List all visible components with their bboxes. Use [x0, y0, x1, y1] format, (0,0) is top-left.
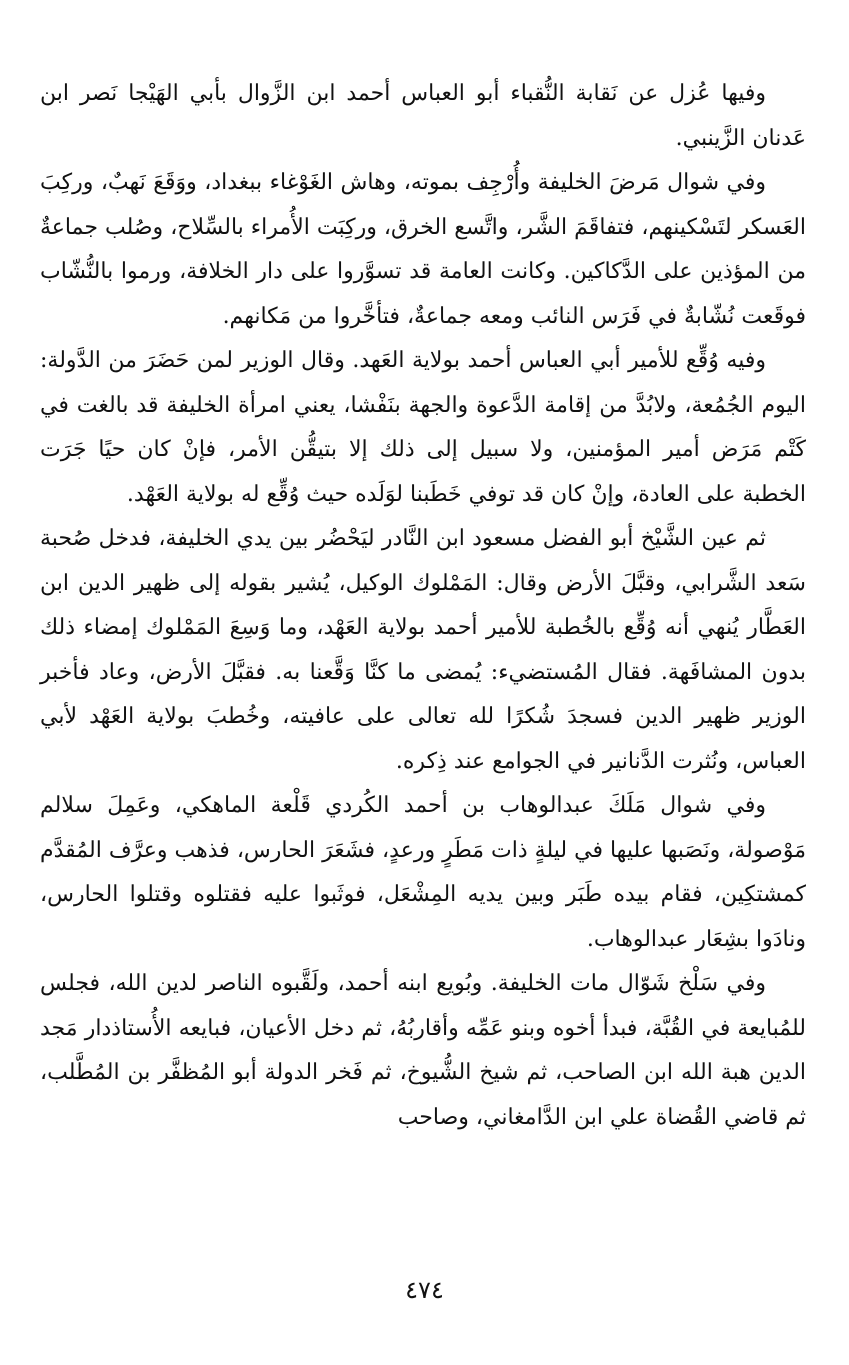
- page-number: ٤٧٤: [405, 1276, 444, 1304]
- paragraph: وفيه وُقِّع للأمير أبي العباس أحمد بولاية العَهد. وقال الوزير لمن حَضَرَ من الدَّولة: اليوم الجُمُعة، ولابُدَّ من إقامة الدَّعوة والجهة بنَفْشا، يعني امرأة الخليفة قد بالغت في كَتْم مَرَض أمير المؤمنين، ولا سبيل إلى ذلك إلا بتيقُّن الأمر، فإنْ كان حيًا جَرَت الخطبة على العادة، وإنْ كان قد توفي خَطَبنا لوَلَده حيث وُقِّع له بولاية العَهْد.: [40, 348, 806, 507]
- paragraph: ثم عين الشَّيْخ أبو الفضل مسعود ابن النَّادر ليَحْضُر بين يدي الخليفة، فدخل صُحبة سَعد الشَّرابي، وقبَّلَ الأرض وقال: المَمْلوك الوكيل، يُشير بقوله إلى ظهير الدين ابن العَطَّار يُنهي أنه وُقِّع بالخُطبة للأمير أحمد بولاية العَهْد، وما وَسِعَ المَمْلوك إمضاء ذلك بدون المشافَهة. فقال المُستضيء: يُمضى ما كنَّا وَقَّعنا به. فقبَّلَ الأرض، وعاد فأخبر الوزير ظهير الدين فسجدَ شُكرًا لله تعالى على عافيته، وخُطبَ بولاية العَهْد لأبي العباس، ونُثرت الدَّنانير في الجوامع عند ذِكره.: [40, 526, 806, 774]
- paragraph: وفيها عُزل عن نَقابة النُّقباء أبو العباس أحمد ابن الزَّوال بأبي الهَيْجا نَصر ابن عَدنان الزَّينبي.: [40, 81, 806, 151]
- paragraph: وفي شوال مَرضَ الخليفة وأُرْجِف بموته، وهاش الغَوْغاء ببغداد، ووَقَعَ نَهبٌ، وركِبَ العَسكر لتَسْكينهم، فتفاقَمَ الشَّر، واتَّسع الخرق، وركِبَت الأُمراء بالسِّلاح، وصُلب جماعةٌ من المؤذين على الدَّكاكين. وكانت العامة قد تسوَّروا على دار الخلافة، ورموا بالنُّشّاب فوقَعت نُشّابةٌ في فَرَس النائب ومعه جماعةٌ، فتأخَّروا من مَكانهم.: [40, 170, 806, 329]
- paragraph: وفي سَلْخ شَوّال مات الخليفة. وبُويع ابنه أحمد، ولَقَّبوه الناصر لدين الله، فجلس للمُبايعة في القُبَّة، فبدأ أخوه وبنو عَمِّه وأقاربُهُ، ثم دخل الأعيان، فبايعه الأُستاذدار مَجد الدين هبة الله ابن الصاحب، ثم شيخ الشُّيوخ، ثم فَخر الدولة أبو المُظفَّر بن المُطَّلب، ثم قاضي القُضاة علي ابن الدَّامغاني، وصاحب: [40, 971, 806, 1130]
- page-body: [40, 72, 806, 1140]
- paragraph: وفي شوال مَلَكَ عبدالوهاب بن أحمد الكُردي قَلْعة الماهكي، وعَمِلَ سلالم مَوْصولة، ونَصَبها عليها في ليلةٍ ذات مَطَرٍ ورعدٍ، فشَعَرَ الحارس، فذهب وعرَّف المُقدَّم كمشتكِين، فقام بيده طَبَر وبين يديه المِشْعَل، فوثَبوا عليه فقتلوه وقتلوا الحارس، ونادَوا بشِعَار عبدالوهاب.: [40, 793, 806, 952]
